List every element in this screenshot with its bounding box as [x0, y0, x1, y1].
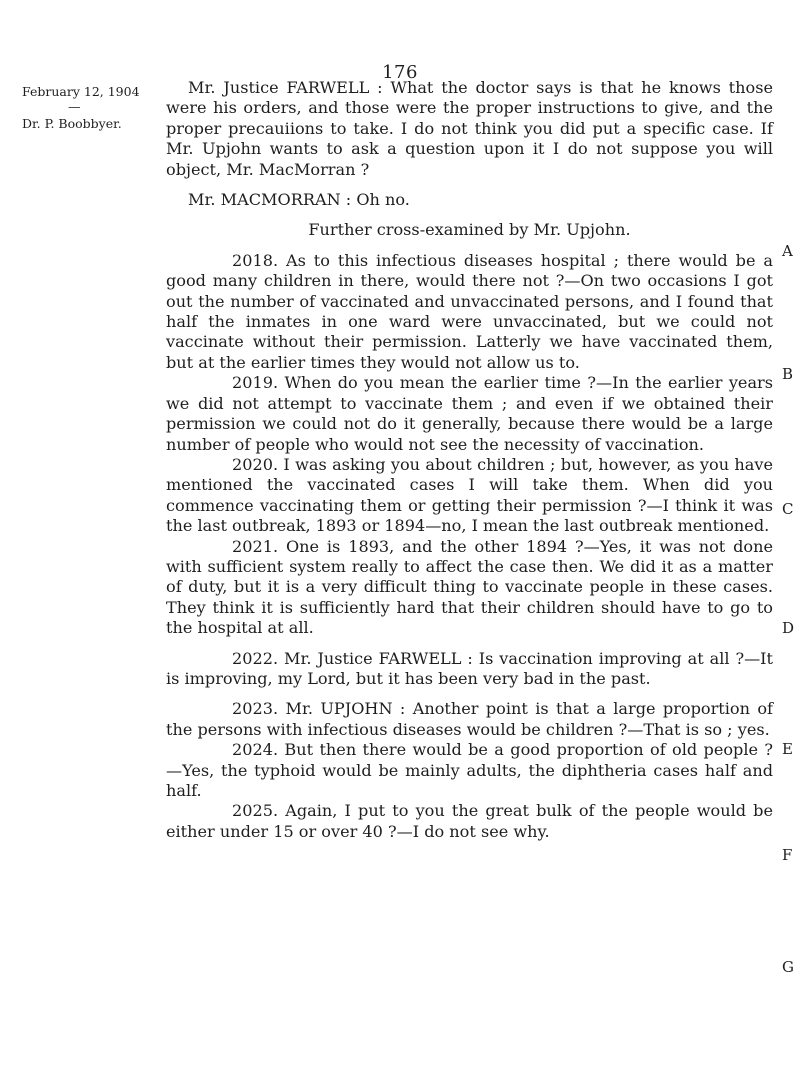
page-number: 176 [382, 62, 418, 83]
margin-letter-g: G [782, 958, 794, 976]
margin-letter-f: F [782, 846, 793, 864]
sidebar-date: February 12, 1904 [22, 84, 140, 99]
paragraph-macmorran-reply: Mr. MACMORRAN : Oh no. [188, 190, 410, 210]
question-2021: 2021. One is 1893, and the other 1894 ?—Yes, it was not done with sufficient system really to affect the case then. We did it as a matter of duty, but it is a very difficult thing to vaccinate people in these cases. They think it is sufficiently hard that their children should have to go to the hospital at all. [166, 536, 773, 638]
sidebar-witness: Dr. P. Boobbyer. [22, 116, 122, 131]
margin-letter-d: D [782, 619, 795, 637]
question-2019: 2019. When do you mean the earlier time ?—In the earlier years we did not attempt to vaccinate them ; and even if we obtained their permission we could not do it generally, because there would be a large number of people who would not see the necessity of vaccination. [166, 373, 773, 454]
margin-letter-c: C [782, 500, 794, 518]
question-2023: 2023. Mr. UPJOHN : Another point is that a large proportion of the persons with infectious diseases would be children ?—That is so ; yes. [166, 699, 773, 739]
question-2020: 2020. I was asking you about children ; but, however, as you have mentioned the vaccinated cases I will take them. When did you commence vaccinating them or getting their permission ?—I think it was the last outbreak, 1893 or 1894—no, I mean the last outbreak mentioned. [166, 454, 773, 536]
transcript-body [166, 78, 773, 842]
margin-letter-a: A [782, 242, 793, 260]
margin-letter-e: E [782, 740, 793, 758]
question-2025: 2025. Again, I put to you the great bulk of the people would be either under 15 or over 40 ?—I do not see why. [166, 801, 773, 841]
question-2022: 2022. Mr. Justice FARWELL : Is vaccination improving at all ?—It is improving, my Lord, but it has been very bad in the past. [166, 648, 773, 688]
paragraph-farwell-opening: Mr. Justice FARWELL : What the doctor says is that he knows those were his orders, and those were the proper instructions to give, and the proper precauiions to take. I do not think you did put a specific case. If Mr. Upjohn wants to ask a question upon it I do not suppose you will object, Mr. MacMorran ? [166, 78, 773, 179]
question-2024: 2024. But then there would be a good proportion of old people ? —Yes, the typhoid would be mainly adults, the diphtheria cases half and half. [166, 740, 773, 800]
section-heading: Further cross-examined by Mr. Upjohn. [308, 220, 631, 240]
margin-letter-b: B [782, 365, 794, 383]
sidebar-dash: — [68, 99, 81, 114]
question-2018: 2018. As to this infectious diseases hospital ; there would be a good many children in there, would there not ?—On two occasions I got out the number of vaccinated and unvaccinated persons, and I found that half the inmates in one ward were unvaccinated, but we could not vaccinate without their permission. Latterly we have vaccinated them, but at the earlier times they would not allow us to. [166, 250, 773, 372]
